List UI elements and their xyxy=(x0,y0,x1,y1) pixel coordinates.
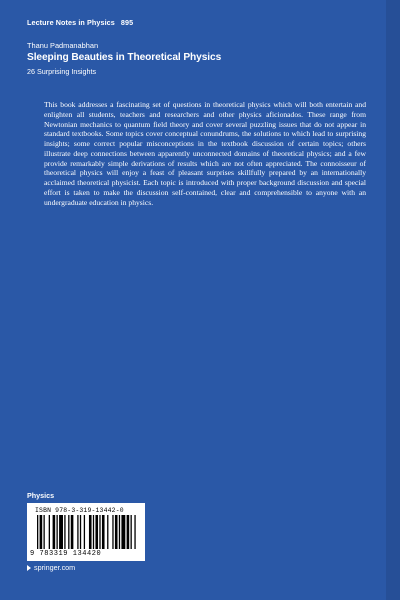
barcode-bar xyxy=(84,515,85,549)
book-subtitle: 26 Surprising Insights xyxy=(27,67,97,76)
barcode-bar xyxy=(102,515,105,549)
isbn-barcode xyxy=(27,503,145,561)
subject-label: Physics xyxy=(27,491,55,500)
book-description: This book addresses a fascinating set of questions in theoretical physics which will both entertain and enlighten all students, teachers and researchers and other physics aficionados. These range from Newtonian mechanics to quantum field theory and cover several puzzling issues that do not appear in standard textbooks. Some topics cover conceptual conundrums, the solutions to which lead to surprising insights; some correct popular misconceptions in the textbook discussion of certain topics; others illustrate deep connections between apparently unconnected domains of theoretical physics; and a few provide remarkably simple derivations of results which are not often appreciated. The connoisseur of theoretical physics will enjoy a feast of pleasant surprises skillfully prepared by an internationally acclaimed theoretical physicist. Each topic is introduced with proper background discussion and special effort is taken to make the discussion self-contained, clear and comprehensible to anyone with an undergraduate education in physics. xyxy=(44,100,366,207)
barcode-bar xyxy=(93,515,94,549)
barcode-bar xyxy=(95,515,98,549)
arrow-right-icon xyxy=(27,565,31,571)
ean-digits: 9 783319 134420 xyxy=(30,550,102,558)
barcode-bar xyxy=(59,515,63,549)
series-line xyxy=(27,18,133,27)
barcode-bar xyxy=(68,515,69,549)
barcode-bar xyxy=(64,515,65,549)
barcode-bar xyxy=(131,515,132,549)
barcode-bar xyxy=(127,515,130,549)
publisher-website xyxy=(27,563,75,572)
barcode-bar xyxy=(112,515,113,549)
barcode-bar xyxy=(49,515,50,549)
barcode-bar xyxy=(71,515,74,549)
barcode-bar xyxy=(53,515,56,549)
series-name: Lecture Notes in Physics xyxy=(27,18,115,27)
barcode-bar xyxy=(99,515,100,549)
barcode-bar xyxy=(56,515,57,549)
barcode-bar xyxy=(80,515,81,549)
series-volume: 895 xyxy=(120,18,134,27)
website-text: springer.com xyxy=(34,563,76,572)
book-title: Sleeping Beauties in Theoretical Physics xyxy=(27,52,222,63)
barcode-bar xyxy=(37,515,38,549)
barcode-bar xyxy=(43,515,44,549)
barcode-bar xyxy=(77,515,78,549)
barcode-bar xyxy=(119,515,120,549)
spine-edge xyxy=(386,0,400,600)
barcode-bar xyxy=(89,515,92,549)
barcode-bar xyxy=(121,515,125,549)
isbn-number: ISBN 978-3-319-13442-0 xyxy=(35,507,124,514)
author-name: Thanu Padmanabhan xyxy=(27,41,99,50)
barcode-bar xyxy=(107,515,108,549)
barcode-bars xyxy=(37,515,137,549)
barcode-bar xyxy=(40,515,43,549)
barcode-bar xyxy=(134,515,135,549)
barcode-bar xyxy=(115,515,118,549)
